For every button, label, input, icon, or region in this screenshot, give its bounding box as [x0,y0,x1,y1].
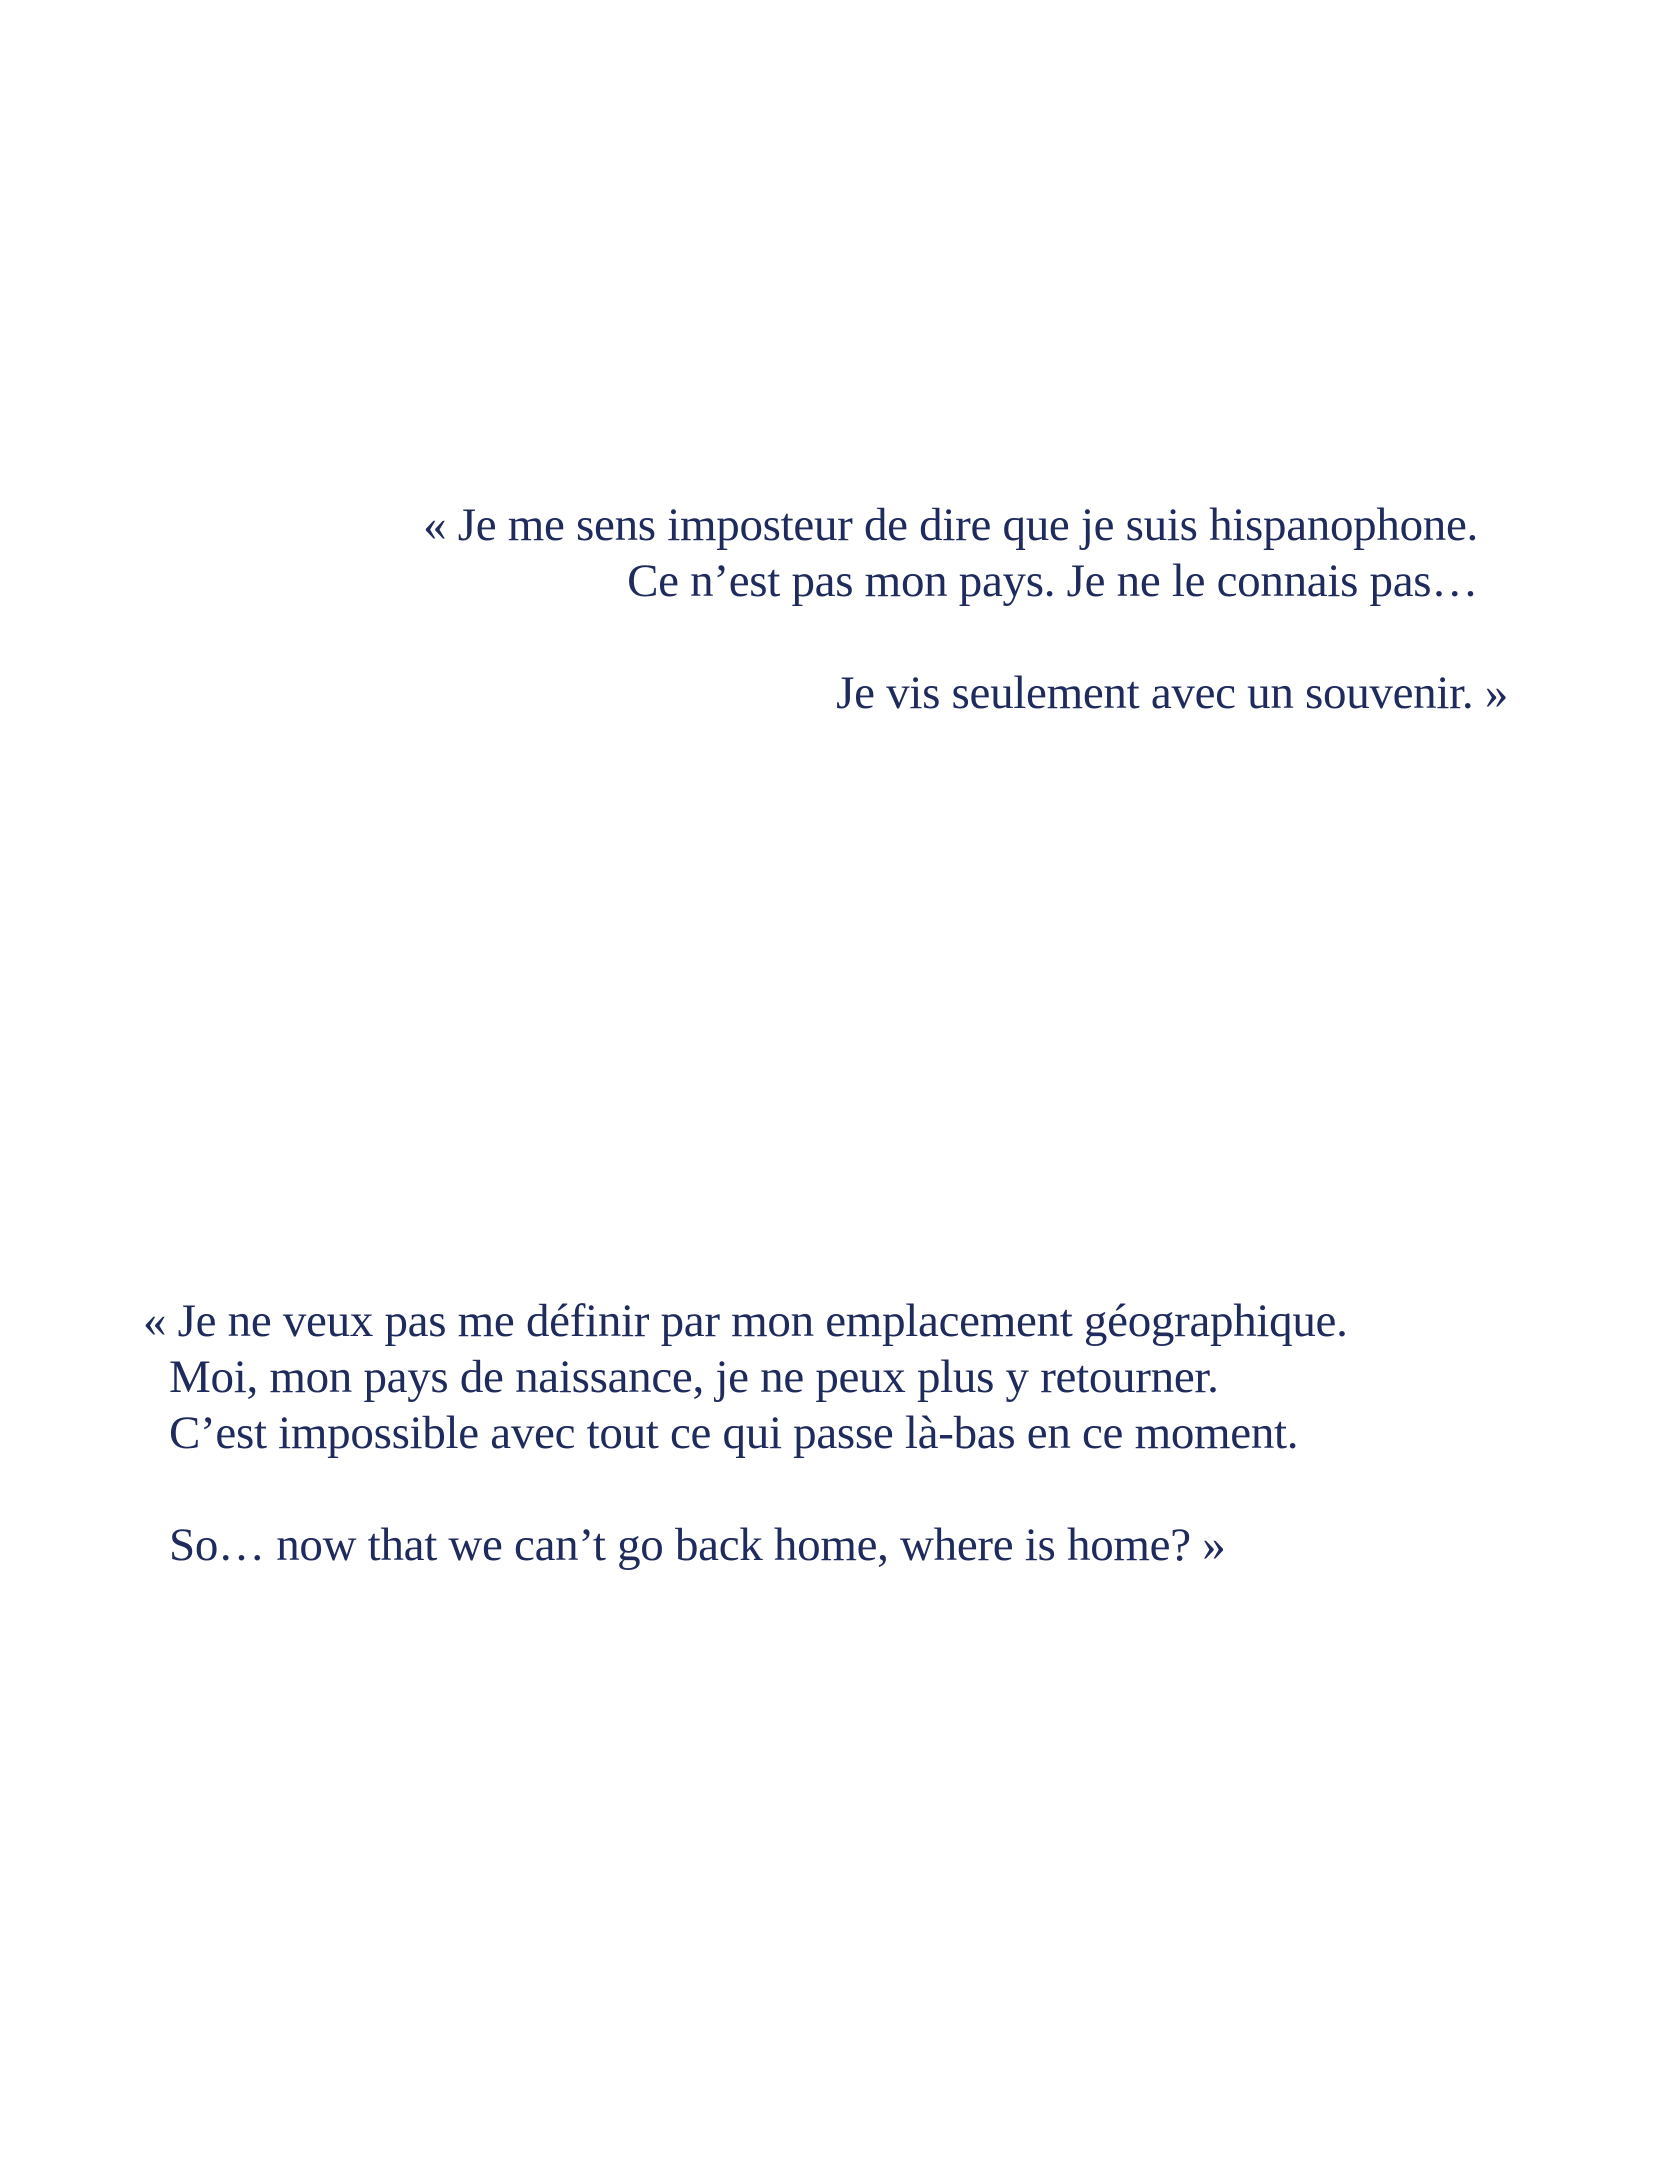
quote-line: So… now that we can’t go back home, where is home? » [169,1519,1226,1571]
paragraph-gap [408,609,1508,665]
quote-line: C’est impossible avec tout ce qui passe là-bas en ce moment. [169,1407,1299,1459]
quote-line: Je vis seulement avec un souvenir. » [836,667,1508,719]
quote-block-where-is-home [143,1293,1443,1573]
quote-line: « Je ne veux pas me définir par mon emplacement géographique. [143,1295,1348,1347]
quote-block-hispanophone [408,497,1508,721]
quote-line: « Je me sens imposteur de dire que je suis hispanophone. [423,499,1478,551]
paragraph-gap [143,1461,1443,1517]
quote-line: Ce n’est pas mon pays. Je ne le connais pas… [627,555,1478,607]
quote-line: Moi, mon pays de naissance, je ne peux plus y retourner. [169,1351,1219,1403]
